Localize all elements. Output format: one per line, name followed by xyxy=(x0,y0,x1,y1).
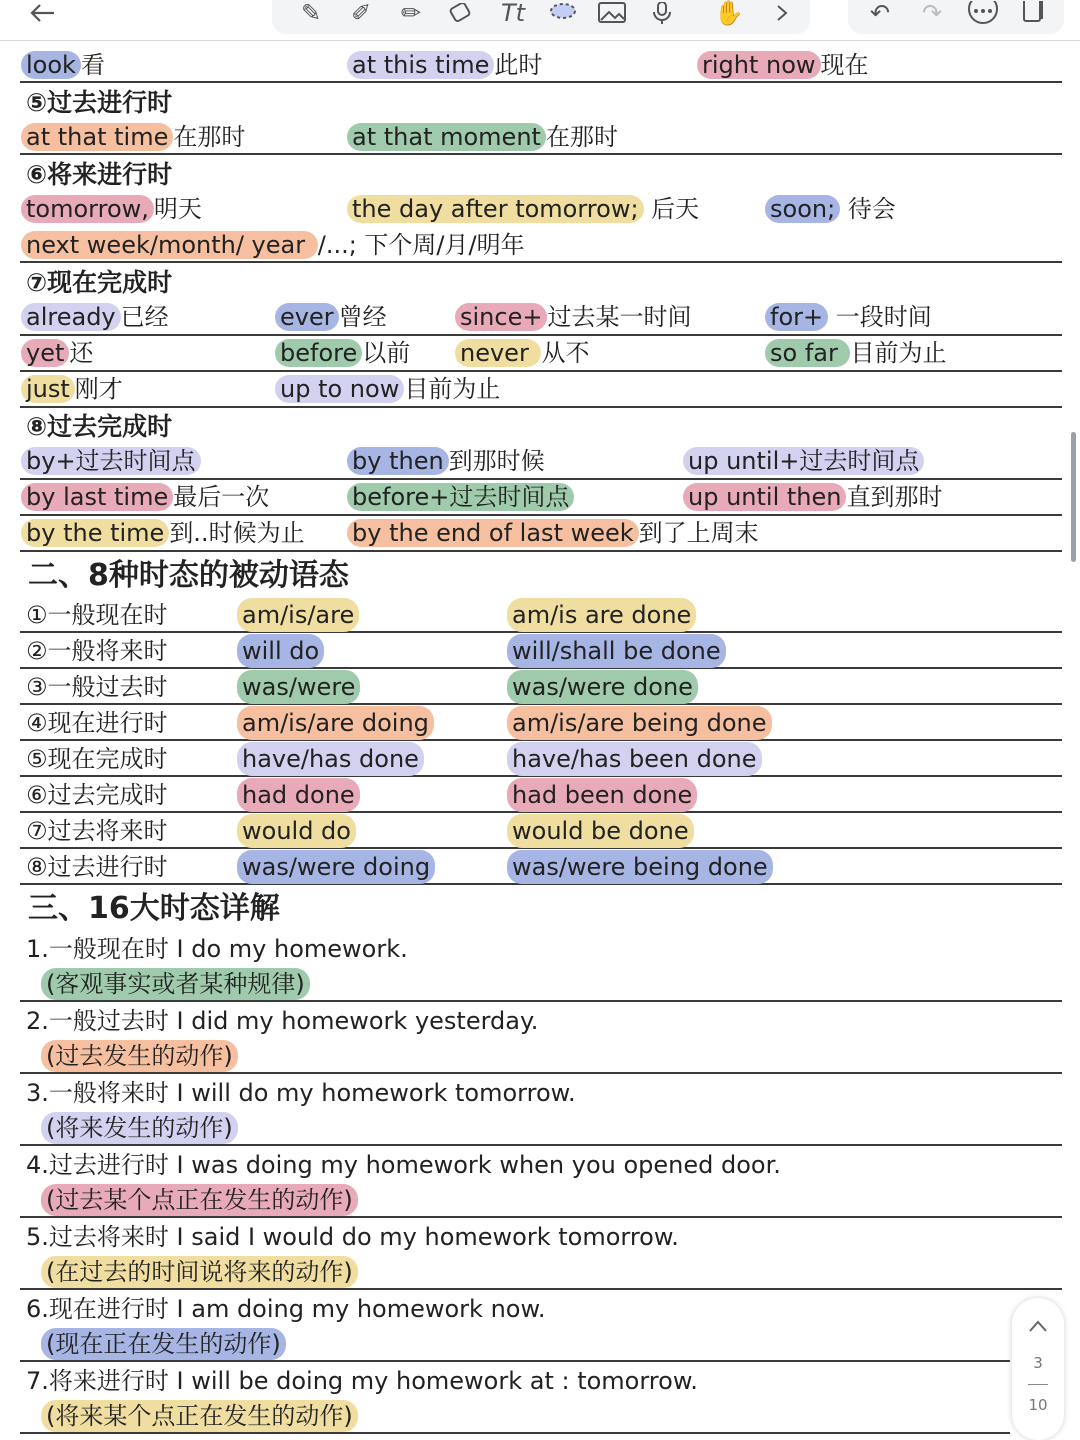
note-row xyxy=(20,228,1062,263)
passive-form: was/were done xyxy=(507,670,698,704)
tense-note: (现在正在发生的动作) xyxy=(41,1328,286,1360)
tense-note: (在过去的时间说将来的动作) xyxy=(41,1256,358,1288)
passive-row xyxy=(20,670,1062,705)
section-heading: ⑥将来进行时 xyxy=(26,160,173,189)
highlight-text: just xyxy=(21,375,75,403)
tense-example: 1.一般现在时 I do my homework. xyxy=(26,935,408,963)
undo-icon[interactable]: ↶ xyxy=(869,0,891,27)
back-arrow-icon[interactable] xyxy=(28,0,58,26)
cell-text: /...; 下个周/月/明年 xyxy=(317,231,525,259)
highlighter-icon[interactable]: ✏ xyxy=(400,0,422,27)
row-cell xyxy=(24,300,169,334)
highlight-text: look xyxy=(21,51,81,79)
active-form: will do xyxy=(237,634,324,668)
current-page: 3 xyxy=(1033,1354,1043,1372)
highlight-text: already xyxy=(21,303,121,331)
note-row xyxy=(20,336,1062,372)
row-cell xyxy=(278,300,387,334)
row-cell xyxy=(24,372,123,406)
active-form: was/were doing xyxy=(237,850,435,884)
row-cell xyxy=(768,192,896,226)
tenses-section-title: 三、16大时态详解 xyxy=(28,891,280,926)
row-cell xyxy=(350,120,618,154)
passive-row xyxy=(20,778,1062,813)
pages-icon[interactable] xyxy=(1018,0,1048,26)
cell-text: 在那时 xyxy=(173,123,246,151)
highlight-text: by then xyxy=(347,447,449,475)
highlight-text: at that time xyxy=(21,123,173,151)
tense-label: ①一般现在时 xyxy=(26,601,168,629)
highlight-text: at that moment xyxy=(347,123,546,151)
cell-text: 待会 xyxy=(840,195,896,223)
tense-label: ⑤现在完成时 xyxy=(26,745,168,773)
row-cell xyxy=(768,336,946,370)
active-form: had done xyxy=(237,778,360,812)
more-icon[interactable] xyxy=(966,0,1000,26)
highlight-text: next week/month/ year xyxy=(21,231,318,259)
tense-label: ②一般将来时 xyxy=(26,637,168,665)
passive-form: am/is are done xyxy=(507,598,696,632)
row-cell xyxy=(686,444,924,478)
highlight-text: up until then xyxy=(683,483,846,511)
passive-row xyxy=(20,598,1062,633)
total-pages: 10 xyxy=(1028,1396,1048,1414)
cell-text: 后天 xyxy=(643,195,700,223)
note-row xyxy=(20,372,1062,408)
tense-entry xyxy=(20,1076,1062,1146)
passive-section-title: 二、8种时态的被动语态 xyxy=(28,558,349,593)
lasso-icon[interactable] xyxy=(546,0,580,26)
row-cell xyxy=(24,48,105,82)
highlight-text: soon; xyxy=(765,195,840,223)
cell-text: 最后一次 xyxy=(173,483,270,511)
row-cell xyxy=(350,444,545,478)
chevron-right-icon[interactable] xyxy=(770,0,794,26)
hand-icon[interactable]: ✋ xyxy=(714,0,744,27)
highlight-text: up to now xyxy=(275,375,404,403)
tense-entry xyxy=(20,932,1062,1002)
row-cell xyxy=(278,336,410,370)
highlight-text: at this time xyxy=(347,51,494,79)
section-heading: ⑤过去进行时 xyxy=(26,88,173,117)
row-cell xyxy=(350,516,759,550)
marker-icon[interactable]: ✐ xyxy=(350,0,372,27)
note-row xyxy=(20,480,1062,516)
passive-row xyxy=(20,742,1062,777)
tense-label: ⑦过去将来时 xyxy=(26,817,168,845)
row-cell xyxy=(24,192,202,226)
pen-icon[interactable]: ✎ xyxy=(300,0,322,27)
page-divider xyxy=(1028,1384,1048,1385)
cell-text: 以前 xyxy=(362,339,411,367)
row-cell xyxy=(458,336,589,370)
cell-text: 刚才 xyxy=(74,375,123,403)
tense-note: (客观事实或者某种规律) xyxy=(41,968,310,1000)
active-form: would do xyxy=(237,814,356,848)
passive-form: will/shall be done xyxy=(507,634,726,668)
section-heading: ⑧过去完成时 xyxy=(26,412,173,441)
highlight-text: up until+过去时间点 xyxy=(683,447,924,475)
cell-text: 在那时 xyxy=(545,123,618,151)
tense-example: 6.现在进行时 I am doing my homework now. xyxy=(26,1295,546,1323)
note-row xyxy=(20,300,1062,336)
row-cell xyxy=(768,300,932,334)
redo-icon[interactable]: ↷ xyxy=(921,0,943,27)
passive-row xyxy=(20,706,1062,741)
cell-text: 从不 xyxy=(541,339,590,367)
passive-form: would be done xyxy=(507,814,694,848)
cell-text: 到那时候 xyxy=(448,447,545,475)
cell-text: 现在 xyxy=(820,51,869,79)
note-row xyxy=(20,516,1062,552)
passive-form: was/were being done xyxy=(507,850,773,884)
microphone-icon[interactable] xyxy=(648,0,676,26)
highlight-text: the day after tomorrow; xyxy=(347,195,644,223)
cell-text: 目前为止 xyxy=(404,375,501,403)
passive-form: had been done xyxy=(507,778,697,812)
vertical-scrollbar[interactable] xyxy=(1071,432,1076,562)
highlight-text: by the time xyxy=(21,519,169,547)
highlight-text: for+ xyxy=(765,303,828,331)
cell-text: 还 xyxy=(69,339,94,367)
row-cell xyxy=(24,336,93,370)
cell-text: 到..时候为止 xyxy=(169,519,305,547)
passive-row xyxy=(20,850,1062,885)
row-cell xyxy=(700,48,869,82)
highlight-text: since+ xyxy=(455,303,547,331)
toolbar xyxy=(0,0,1080,41)
tense-note: (将来某个点正在发生的动作) xyxy=(41,1400,358,1432)
row-cell xyxy=(24,516,305,550)
page-navigator xyxy=(1012,1298,1064,1440)
active-form: was/were xyxy=(237,670,360,704)
highlight-text: before+过去时间点 xyxy=(347,483,574,511)
tense-note: (过去发生的动作) xyxy=(41,1040,238,1072)
tense-example: 4.过去进行时 I was doing my homework when you opened door. xyxy=(26,1151,781,1179)
row-cell xyxy=(24,228,525,262)
row-cell xyxy=(686,480,942,514)
highlight-text: yet xyxy=(21,339,69,367)
cell-text: 直到那时 xyxy=(846,483,943,511)
cell-text: 过去某一时间 xyxy=(547,303,692,331)
note-row xyxy=(20,444,1062,480)
passive-row xyxy=(20,814,1062,849)
highlight-text: ever xyxy=(275,303,339,331)
highlight-text: never xyxy=(455,339,541,367)
active-form: am/is/are xyxy=(237,598,359,632)
chevron-up-icon[interactable] xyxy=(1028,1318,1048,1337)
row-cell xyxy=(350,480,574,514)
highlight-text: by+过去时间点 xyxy=(21,447,201,475)
row-cell xyxy=(24,444,201,478)
tense-entry xyxy=(20,1004,1062,1074)
tense-entry xyxy=(20,1220,1062,1290)
cell-text: 明天 xyxy=(153,195,202,223)
tense-label: ⑧过去进行时 xyxy=(26,853,168,881)
passive-form: am/is/are being done xyxy=(507,706,772,740)
note-row xyxy=(20,120,1062,155)
tense-label: ⑥过去完成时 xyxy=(26,781,168,809)
highlight-text: tomorrow, xyxy=(21,195,154,223)
row-cell xyxy=(24,480,269,514)
cell-text: 看 xyxy=(80,51,105,79)
tense-entry xyxy=(20,1292,1010,1362)
highlight-text: by the end of last week xyxy=(347,519,639,547)
cell-text: 目前为止 xyxy=(850,339,947,367)
passive-form: have/has been done xyxy=(507,742,762,776)
tense-example: 5.过去将来时 I said I would do my homework tomorrow. xyxy=(26,1223,679,1251)
active-form: am/is/are doing xyxy=(237,706,434,740)
tense-entry xyxy=(20,1364,1010,1434)
eraser-icon[interactable] xyxy=(446,0,476,26)
tense-note: (过去某个点正在发生的动作) xyxy=(41,1184,358,1216)
cell-text: 一段时间 xyxy=(828,303,932,331)
active-form: have/has done xyxy=(237,742,424,776)
row-cell xyxy=(458,300,691,334)
tense-note: (将来发生的动作) xyxy=(41,1112,238,1144)
passive-row xyxy=(20,634,1062,669)
tense-example: 3.一般将来时 I will do my homework tomorrow. xyxy=(26,1079,576,1107)
row-cell xyxy=(278,372,500,406)
highlight-text: by last time xyxy=(21,483,173,511)
image-icon[interactable] xyxy=(596,0,628,26)
tense-label: ③一般过去时 xyxy=(26,673,168,701)
highlight-text: right now xyxy=(697,51,821,79)
row-cell xyxy=(350,192,699,226)
row-cell xyxy=(350,48,542,82)
text-icon[interactable]: Tt xyxy=(500,0,526,27)
tense-example: 2.一般过去时 I did my homework yesterday. xyxy=(26,1007,539,1035)
tense-label: ④现在进行时 xyxy=(26,709,168,737)
note-row xyxy=(20,48,1062,83)
highlight-text: before xyxy=(275,339,362,367)
cell-text: 曾经 xyxy=(338,303,387,331)
cell-text: 此时 xyxy=(494,51,543,79)
cell-text: 到了上周末 xyxy=(638,519,759,547)
tense-entry xyxy=(20,1148,1062,1218)
highlight-text: so far xyxy=(765,339,850,367)
row-cell xyxy=(24,120,245,154)
cell-text: 已经 xyxy=(120,303,169,331)
section-heading: ⑦现在完成时 xyxy=(26,268,173,297)
note-row xyxy=(20,192,1062,226)
tense-example: 7.将来进行时 I will be doing my homework at : tomorrow. xyxy=(26,1367,698,1395)
